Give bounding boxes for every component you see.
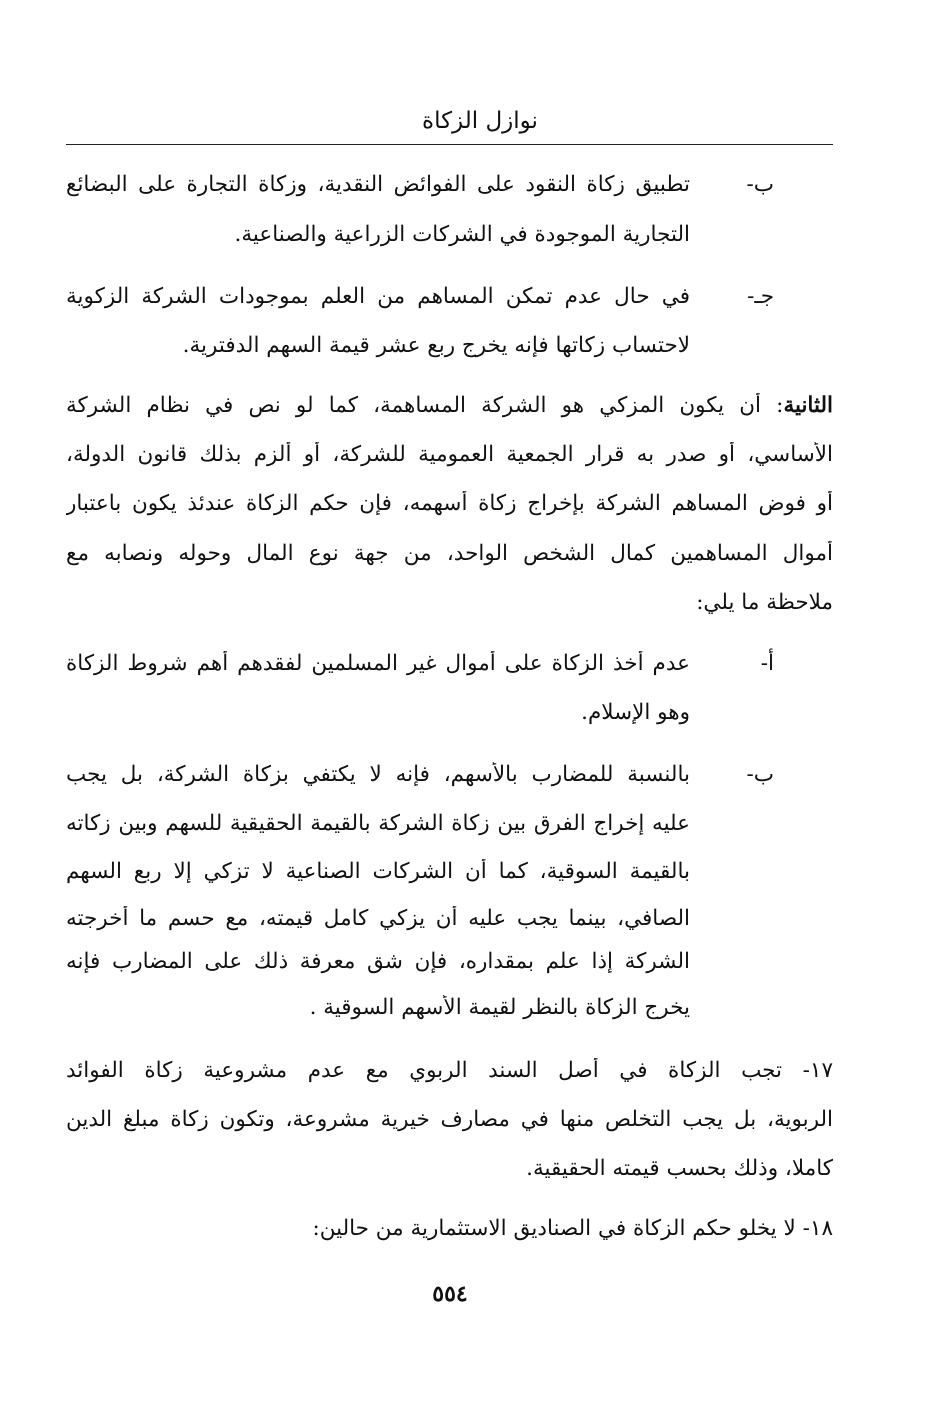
header-divider: [66, 144, 833, 145]
second-case-line-4: أموال المساهمين كمال الشخص الواحد، من جهة نوع المال وحوله ونصابه مع: [66, 541, 833, 566]
item-17-line-3: كاملا، وذلك بحسب قيمته الحقيقية.: [526, 1156, 833, 1181]
list-item-b-line-1: تطبيق زكاة النقود على الفوائض النقدية، وزكاة التجارة على البضائع: [66, 172, 690, 197]
second-case-line-5: ملاحظة ما يلي:: [696, 590, 833, 615]
list-item-a-line-1: عدم أخذ الزكاة على أموال غير المسلمين لفقدهم أهم شروط الزكاة: [66, 651, 690, 676]
running-header-title: نوازل الزكاة: [422, 108, 538, 134]
list-item-b2-line-3: بالقيمة السوقية، كما أن الشركات الصناعية لا تزكي إلا ربع السهم: [66, 859, 690, 884]
second-case-line-2: الأساسي، أو صدر به قرار الجمعية العمومية للشركة، أو ألزم بذلك قانون الدولة،: [66, 442, 833, 467]
list-item-c-line-1: في حال عدم تمكن المساهم من العلم بموجودات الشركة الزكوية: [66, 284, 690, 309]
item-17-line-2: الربوية، بل يجب التخلص منها في مصارف خيرية مشروعة، وتكون زكاة مبلغ الدين: [66, 1107, 833, 1132]
list-marker-b-2: ب-: [746, 762, 774, 787]
second-case-line-3: أو فوض المساهم الشركة بإخراج زكاة أسهمه، فإن حكم الزكاة عندئذ يكون باعتبار: [66, 491, 833, 516]
item-18-line-1: ١٨- لا يخلو حكم الزكاة في الصناديق الاستثمارية من حالين:: [312, 1216, 833, 1241]
list-marker-c: جـ-: [747, 284, 774, 309]
second-case-line-1: [66, 393, 833, 419]
second-case-line-1-text: : أن يكون المزكي هو الشركة المساهمة، كما لو نص في نظام الشركة: [66, 393, 784, 418]
second-case-label: الثانية: [783, 393, 833, 418]
list-marker-a: أ-: [760, 651, 774, 676]
list-item-b2-line-5: الشركة إذا علم بمقداره، فإن شق معرفة ذلك على المضارب فإنه: [66, 949, 690, 974]
list-item-b-line-2: التجارية الموجودة في الشركات الزراعية والصناعية.: [234, 222, 690, 247]
list-item-c-line-2: لاحتساب زكاتها فإنه يخرج ربع عشر قيمة السهم الدفترية.: [182, 333, 690, 358]
item-17-line-1: ١٧- تجب الزكاة في أصل السند الربوي مع عدم مشروعية زكاة الفوائد: [66, 1058, 833, 1083]
list-item-b2-line-1: بالنسبة للمضارب بالأسهم، فإنه لا يكتفي بزكاة الشركة، بل يجب: [66, 762, 690, 787]
list-item-a-line-2: وهو الإسلام.: [581, 700, 690, 725]
list-item-b2-line-2: عليه إخراج الفرق بين زكاة الشركة بالقيمة الحقيقية للسهم وبين زكاته: [66, 811, 690, 836]
list-item-b2-line-4: الصافي، بينما يجب عليه أن يزكي كامل قيمته، مع حسم ما أخرجته: [66, 906, 690, 931]
list-item-b2-line-6: يخرج الزكاة بالنظر لقيمة الأسهم السوقية .: [309, 995, 690, 1020]
list-marker-b: ب-: [746, 172, 774, 197]
page-number: ٥٥٤: [432, 1281, 468, 1307]
